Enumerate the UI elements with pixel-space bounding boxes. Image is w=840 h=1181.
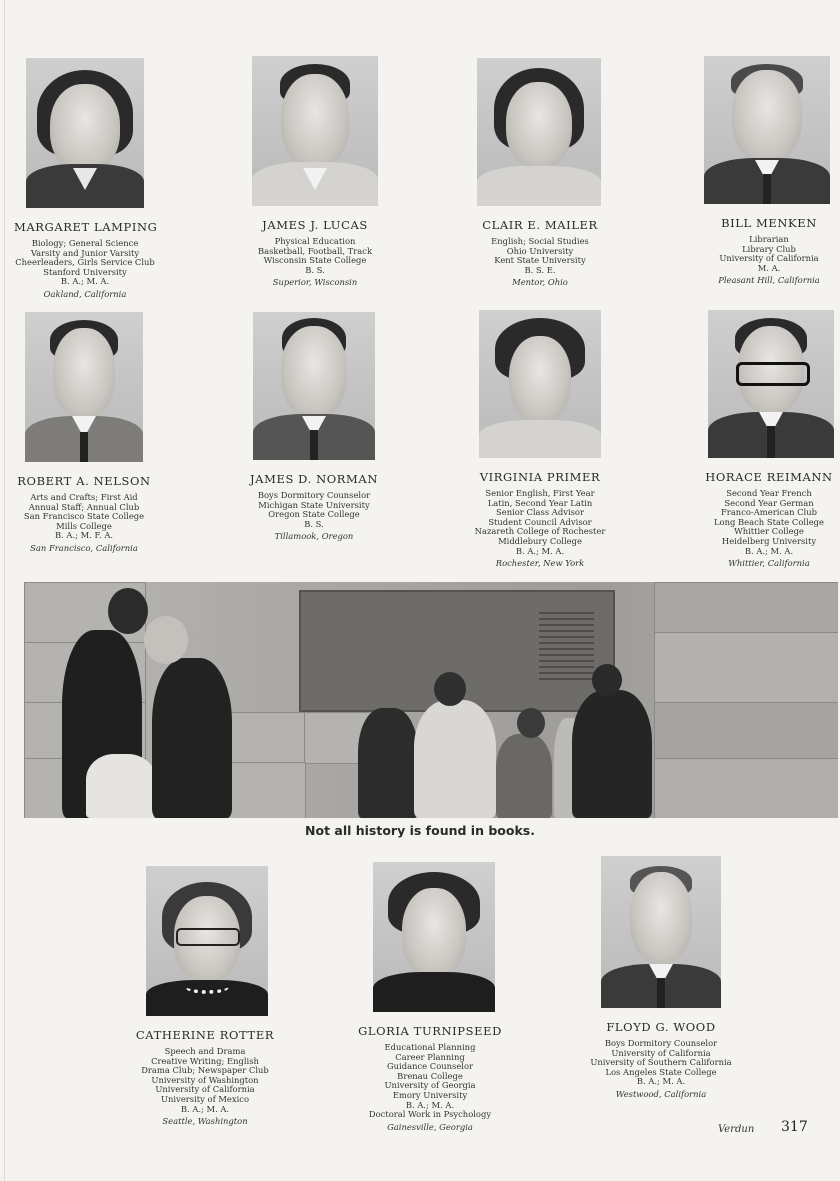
portrait-photo — [477, 58, 601, 206]
faculty-name: JAMES J. LUCAS — [262, 218, 368, 232]
faculty-details: Boys Dormitory Counselor Michigan State University Oregon State College B. S. — [257, 490, 371, 529]
portrait-photo — [26, 58, 144, 208]
portrait-photo — [253, 312, 375, 460]
faculty-hometown: Gainesville, Georgia — [387, 1121, 473, 1132]
faculty-entry — [465, 310, 615, 568]
faculty-name: ROBERT A. NELSON — [17, 474, 151, 488]
faculty-hometown: Seattle, Washington — [162, 1116, 248, 1127]
faculty-hometown: Mentor, Ohio — [512, 277, 568, 288]
portrait-photo — [601, 856, 721, 1008]
faculty-details: Physical Education Basketball, Football, Track Wisconsin State College B. S. — [257, 236, 373, 275]
faculty-entry — [242, 312, 386, 541]
faculty-entry — [14, 58, 156, 299]
faculty-entry — [132, 866, 278, 1126]
faculty-details: Boys Dormitory Counselor University of California University of Southern California Los Angeles State College B. A.; M. A. — [590, 1038, 732, 1087]
faculty-entry — [700, 56, 838, 285]
faculty-hometown: Superior, Wisconsin — [272, 277, 358, 288]
faculty-hometown: Westwood, California — [615, 1088, 707, 1099]
faculty-entry — [240, 56, 390, 287]
page-edge — [4, 0, 5, 1181]
portrait-photo — [25, 312, 143, 462]
faculty-hometown: Rochester, New York — [495, 558, 585, 569]
faculty-entry — [358, 862, 502, 1132]
faculty-hometown: Tillamook, Oregon — [274, 531, 354, 542]
faculty-name: HORACE REIMANN — [705, 470, 833, 484]
faculty-details: Arts and Crafts; First Aid Annual Staff; Annual Club San Francisco State College Mills College B. A.; M. F. A. — [23, 492, 145, 541]
history-wall-photo — [24, 582, 838, 818]
portrait-photo — [479, 310, 601, 458]
faculty-hometown: San Francisco, California — [30, 542, 138, 553]
faculty-hometown: Whittier, California — [728, 558, 810, 569]
faculty-entry — [466, 58, 614, 287]
faculty-entry — [10, 312, 158, 553]
faculty-details: Educational Planning Career Planning Guidance Counselor Brenau College University of Georgia Emory University B. A.; M. A. Doctoral Work in Psychology — [368, 1042, 492, 1120]
faculty-details: Second Year French Second Year German Franco-American Club Long Beach State College Whittier College Heidelberg University B. A.; M. A. — [713, 488, 825, 556]
faculty-name: BILL MENKEN — [721, 216, 817, 230]
portrait-photo — [704, 56, 830, 204]
portrait-photo — [373, 862, 495, 1012]
faculty-hometown: Oakland, California — [43, 288, 127, 299]
faculty-name: CLAIR E. MAILER — [482, 218, 598, 232]
page-number: 317 — [781, 1119, 808, 1135]
portrait-photo — [252, 56, 378, 206]
faculty-name: MARGARET LAMPING — [14, 220, 158, 234]
yearbook-title: Verdun — [718, 1124, 755, 1135]
faculty-hometown: Pleasant Hill, California — [718, 275, 820, 286]
portrait-photo — [708, 310, 834, 458]
faculty-name: JAMES D. NORMAN — [249, 472, 379, 486]
faculty-details: Senior English, First Year Latin, Second Year Latin Senior Class Advisor Student Council Advisor Nazareth College of Rochester Middlebury College B. A.; M. A. — [474, 488, 606, 556]
faculty-details: Speech and Drama Creative Writing; English Drama Club; Newspaper Club University of Washington University of California University of Mexico B. A.; M. A. — [141, 1046, 269, 1114]
faculty-name: GLORIA TURNIPSEED — [358, 1024, 502, 1038]
faculty-details: English; Social Studies Ohio University Kent State University B. S. E. — [491, 236, 589, 275]
faculty-details: Biology; General Science Varsity and Junior Varsity Cheerleaders, Girls Service Club Stanford University B. A.; M. A. — [15, 238, 155, 287]
faculty-name: CATHERINE ROTTER — [135, 1028, 275, 1042]
faculty-entry — [586, 856, 736, 1099]
portrait-photo — [146, 866, 268, 1016]
faculty-entry — [700, 310, 838, 568]
faculty-name: FLOYD G. WOOD — [606, 1020, 716, 1034]
faculty-details: Librarian Library Club University of California M. A. — [719, 234, 819, 273]
faculty-name: VIRGINIA PRIMER — [479, 470, 601, 484]
photo-caption: Not all history is found in books. — [305, 823, 535, 838]
